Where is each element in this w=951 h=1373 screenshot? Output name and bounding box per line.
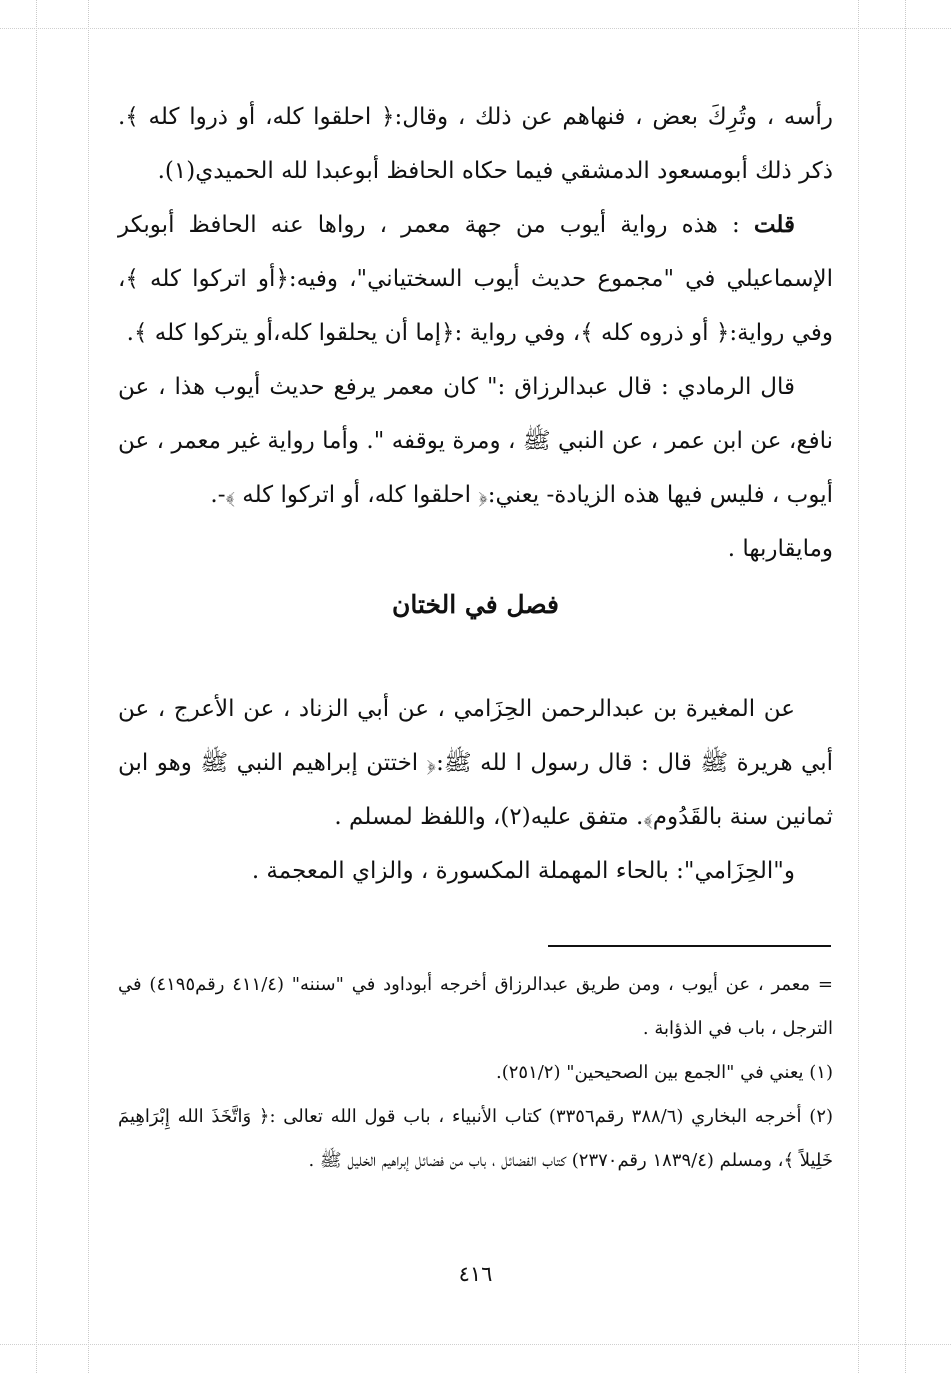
scan-guide-line (36, 0, 37, 1373)
paragraph-1 (118, 90, 833, 198)
footnotes (118, 963, 833, 1183)
footnote-separator (548, 945, 831, 947)
paragraph-2-label: قلت (753, 211, 796, 238)
paragraph-5-text: و"الحِزَامي": بالحاء المهملة المكسورة ، والزاي المعجمة . (251, 858, 795, 884)
scan-guide-line (88, 0, 89, 1373)
page-number: ٤١٦ (458, 1262, 493, 1286)
paragraph-1-text: رأسه ، وتُرِكَ بعض ، فنهاهم عن ذلك ، وقال:﴿ احلقوا كله، أو ذروا كله ﴾. ذكر ذلك أبومسعود الدمشقي فيما حكاه الحافظ أبوعبدا لله الحميدي(١). (118, 104, 833, 184)
paragraph-4-text: عن المغيرة بن عبدالرحمن الحِزَامي ، عن أبي الزناد ، عن الأعرج ، عن أبي هريرة ﷺ قال : قال رسول ا لله ﷺ:﴿ اختتن إبراهيم النبي ﷺ وهو ابن ثمانين سنة بالقَدُوم﴾. متفق عليه(٢)، واللفظ لمسلم . (118, 696, 833, 830)
footnote-continuation: = معمر ، عن أيوب ، ومن طريق عبدالرزاق أخرجه أبوداود في "سننه" (٤١١/٤ رقم٤١٩٥) في الترجل ، باب في الذؤابة . (118, 974, 833, 1039)
paragraph-4 (118, 682, 833, 844)
section-title: فصل في الختان (392, 590, 559, 619)
scan-guide-line (0, 28, 951, 29)
scan-guide-line (0, 1344, 951, 1345)
paragraph-3-text: قال الرمادي : قال عبدالرزاق :" كان معمر يرفع حديث أيوب هذا ، عن نافع، عن ابن عمر ، عن النبي ﷺ ، ومرة يوقفه ". وأما رواية غير معمر ، عن أيوب ، فليس فيها هذه الزيادة- يعني:﴿ احلقوا كله، أو اتركوا كله ﴾-. (118, 374, 833, 508)
paragraph-3 (118, 360, 833, 576)
paragraph-2-text: : هذه رواية أيوب من جهة معمر ، رواها عنه الحافظ أبوبكر الإسماعيلي في "مجموع حديث أيوب السختياني"، وفيه:﴿أو اتركوا كله ﴾، وفي رواية:﴿ أو ذروه كله ﴾، وفي رواية :﴿إما أن يحلقوا كله،أو يتركوا كله ﴾. (118, 212, 833, 346)
paragraph-3-tail: ومايقاربها . (727, 536, 833, 562)
scan-guide-line (858, 0, 859, 1373)
footnote-1: (١) يعني في "الجمع بين الصحيحين" (٢٥١/٢). (495, 1062, 833, 1083)
footnote-2: (٢) أخرجه البخاري (٣٨٨/٦ رقم٣٣٥٦) كتاب الأنبياء ، باب قول الله تعالى :﴿ وَاتَّخَذَ الله إِبْرَاهِيمَ خَلِيلاً ﴾، ومسلم (١٨٣٩/٤ رقم٢٣٧٠) كتاب الفضائل ، باب من فضائل إبراهيم الخليل ﷺ . (118, 1106, 834, 1171)
paragraph-2 (118, 198, 833, 360)
paragraph-5 (118, 844, 833, 898)
scan-guide-line (905, 0, 906, 1373)
